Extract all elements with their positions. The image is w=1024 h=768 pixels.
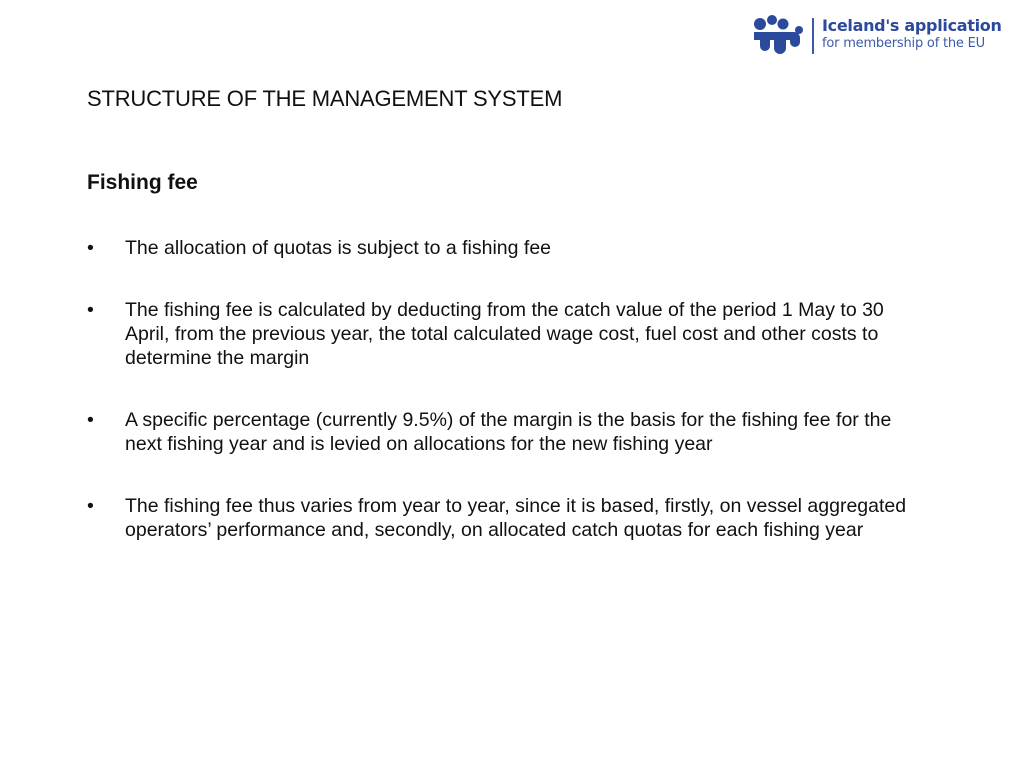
bullet-item (87, 236, 925, 260)
bullet-item (87, 298, 925, 370)
logo-line-2: for membership of the EU (822, 36, 985, 51)
bullet-glyph: • (87, 237, 94, 259)
bullet-text: The fishing fee thus varies from year to year, since it is based, firstly, on vessel aggregated operators’ performance and, secondly, on allocated catch quotas for each fishing year (125, 495, 907, 541)
bullet-text: A specific percentage (currently 9.5%) of the margin is the basis for the fishing fee for the next fishing year and is levied on allocations for the new fishing year (125, 409, 892, 455)
puzzle-people-icon (752, 14, 806, 54)
bullet-glyph: • (87, 495, 94, 517)
logo-text (822, 16, 1002, 52)
bullet-glyph: • (87, 299, 94, 321)
slide-title: STRUCTURE OF THE MANAGEMENT SYSTEM (87, 86, 563, 111)
bullet-glyph: • (87, 409, 94, 431)
logo-divider (812, 18, 814, 54)
logo-line-1: Iceland's application (822, 16, 1002, 35)
bullet-item (87, 494, 925, 542)
bullet-item (87, 408, 925, 456)
section-heading: Fishing fee (87, 171, 198, 194)
eu-application-logo (752, 14, 1008, 58)
bullet-text: The fishing fee is calculated by deducting from the catch value of the period 1 May to 30 April, from the previous year, the total calculated wage cost, fuel cost and other costs to determine the margin (125, 299, 884, 369)
bullet-text: The allocation of quotas is subject to a fishing fee (125, 237, 552, 259)
bullet-list (87, 236, 947, 580)
